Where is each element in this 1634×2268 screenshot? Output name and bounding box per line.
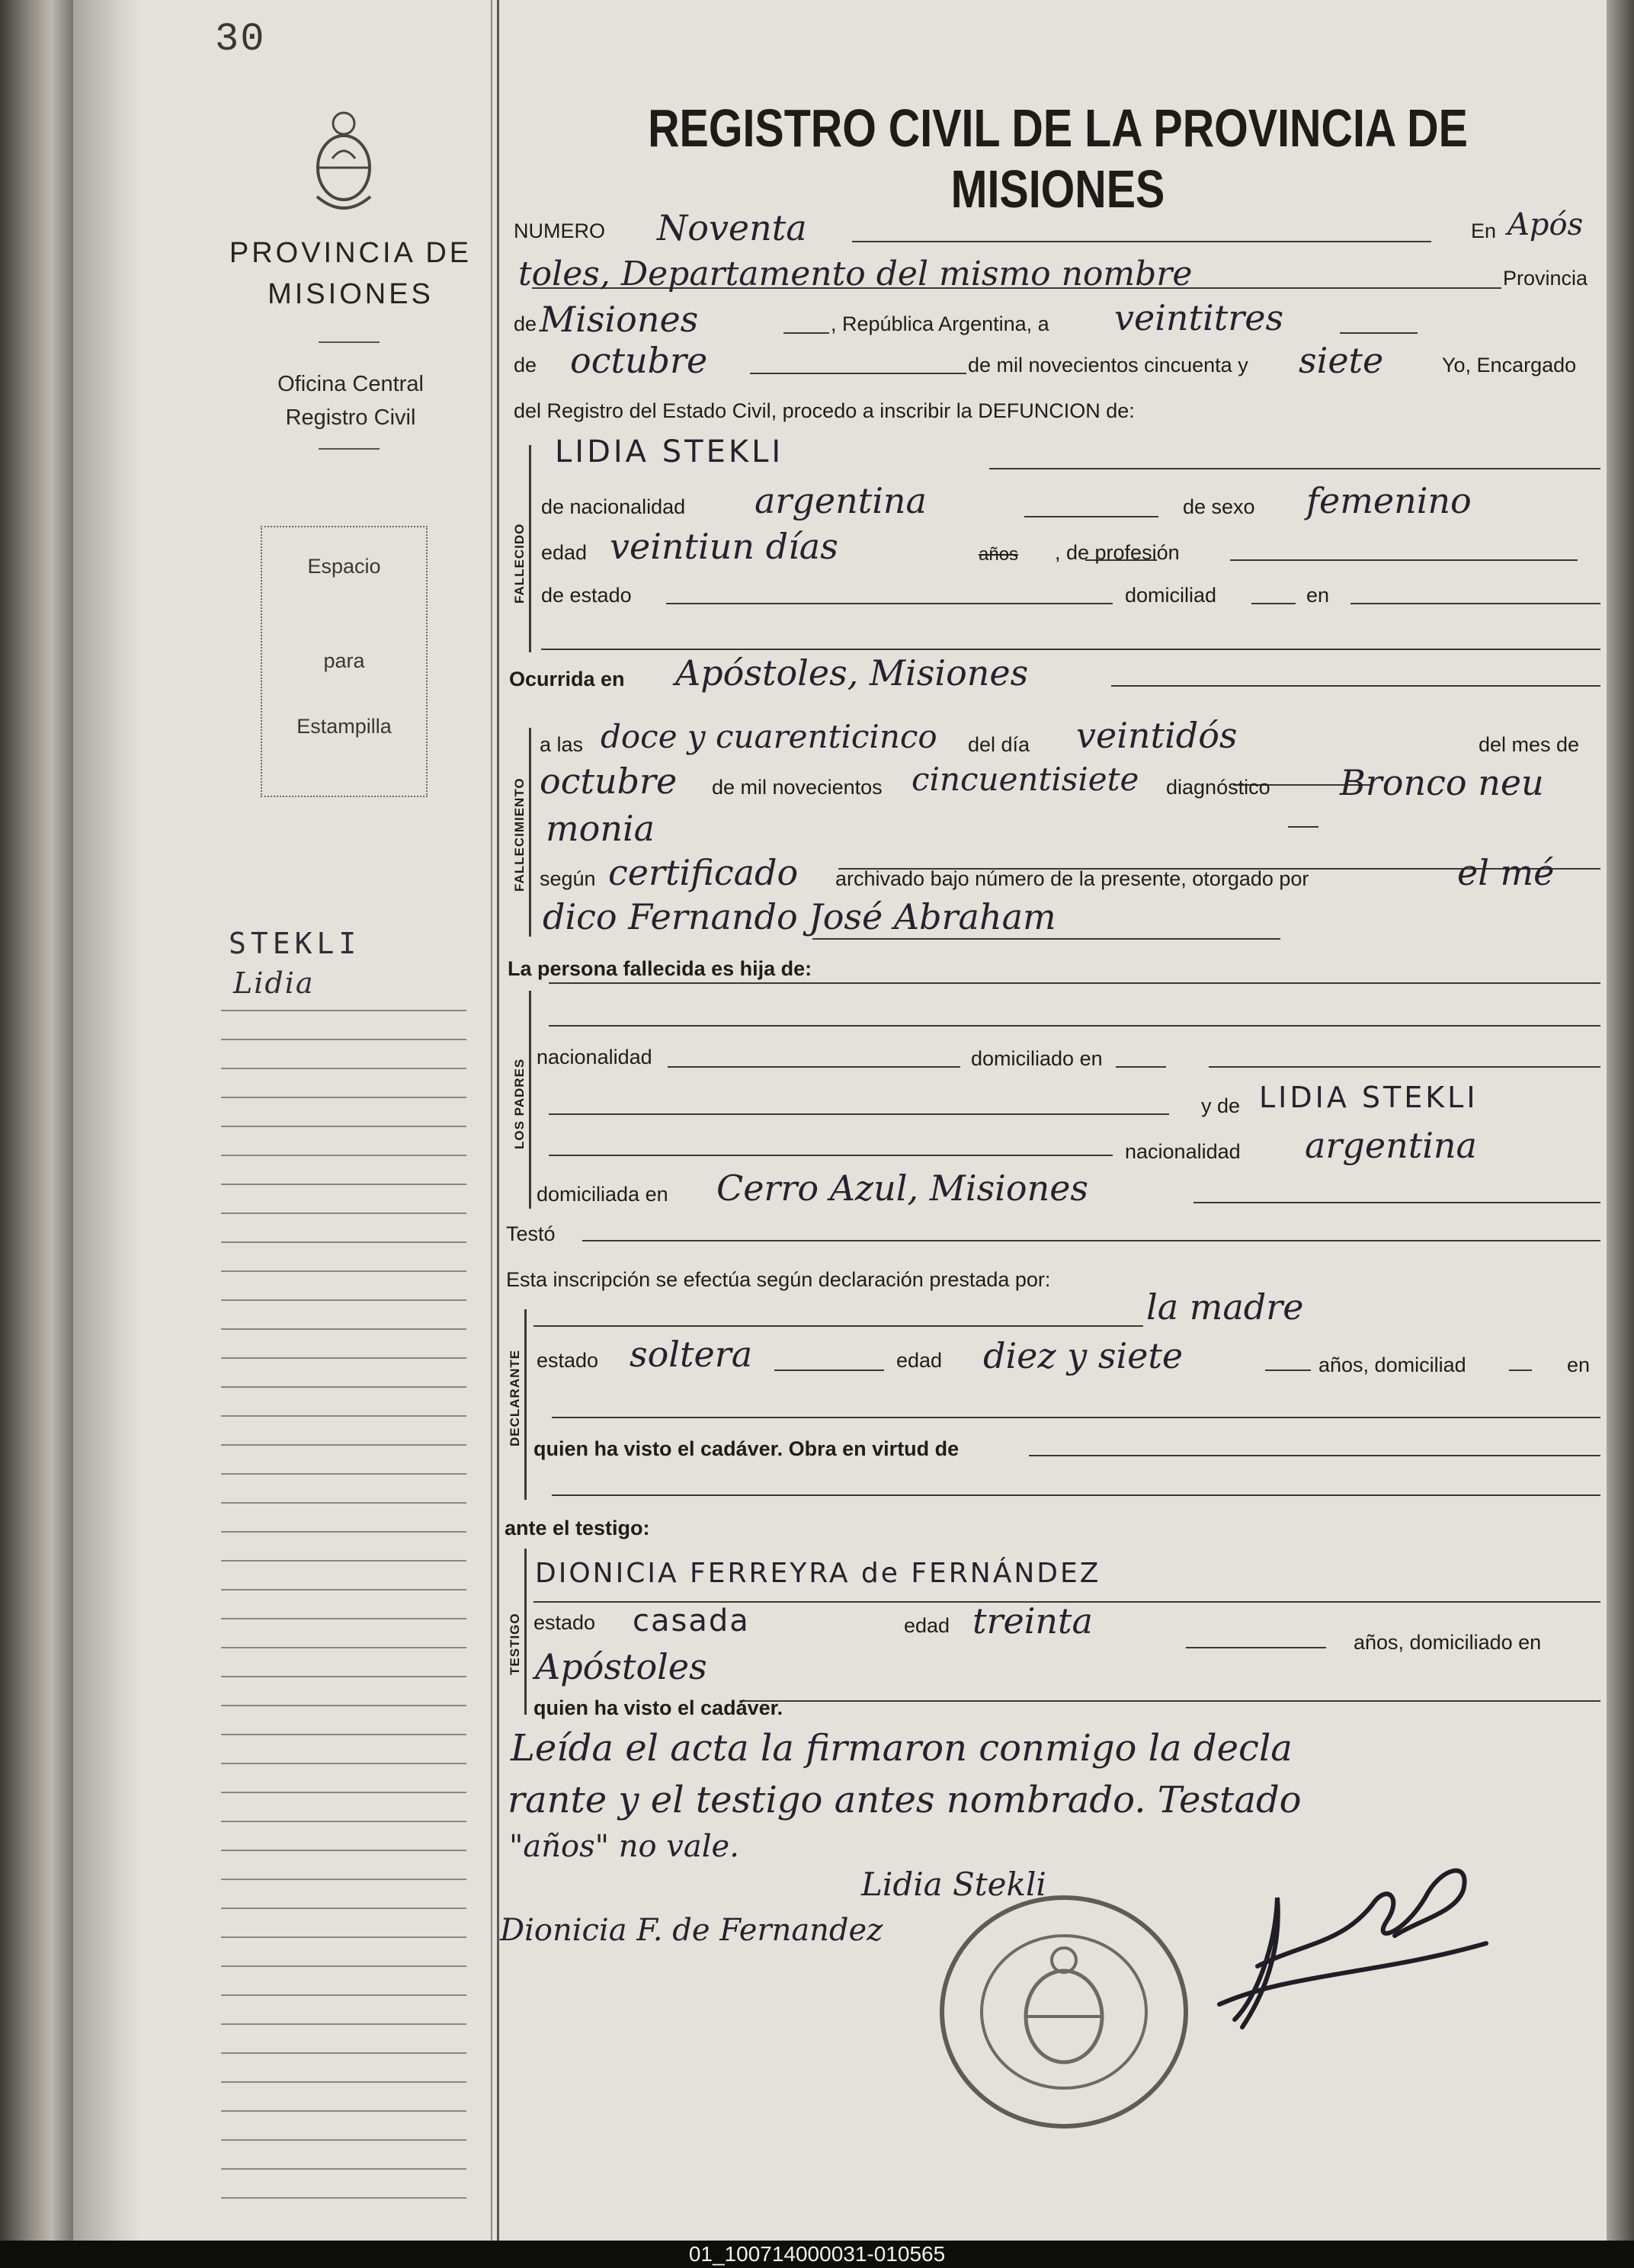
del-dia-label: del día [968,733,1030,756]
hw-estado-testigo: casada [633,1603,750,1639]
edad-testigo-label: edad [904,1614,950,1637]
numero-label: NUMERO [514,219,605,242]
en-label-3: en [1567,1353,1591,1376]
hw-anio: siete [1299,340,1384,381]
page-number: 30 [215,17,266,62]
hw-numero: Noventa [657,207,807,248]
hw-provincia: Misiones [540,299,699,340]
hw-nota-1: Leída el acta la firmaron conmigo la decla [511,1727,1293,1770]
cadaver-label: quien ha visto el cadáver. [533,1696,783,1719]
hw-segun: certificado [608,852,799,893]
en-label: En [1471,219,1497,242]
side-label-declarante: DECLARANTE [508,1349,522,1446]
provincia-label: Provincia [1503,267,1588,290]
nacionalidad-label: de nacionalidad [541,495,686,518]
ocurrida-label: Ocurrida en [509,668,625,690]
hw-nacionalidad: argentina [755,480,927,521]
hw-edad-declarante: diez y siete [983,1335,1184,1376]
de-label-2: de [514,354,537,376]
nacionalidad-madre-label: nacionalidad [1125,1140,1241,1163]
registro-text: del Registro del Estado Civil, procedo a inscribir la DEFUNCION de: [514,399,1135,422]
hw-nota-2: rante y el testigo antes nombrado. Testado [508,1779,1302,1821]
hw-madre: LIDIA STEKLI [1259,1081,1479,1114]
domiciliado-label: domiciliado en [971,1047,1103,1070]
page-title: REGISTRO CIVIL DE LA PROVINCIA DE MISIONES [648,98,1468,219]
margin-surname: STEKLI [229,927,361,960]
hw-hora: doce y cuarenticinco [601,718,937,755]
hw-en-2: toles, Departamento del mismo nombre [518,255,1193,293]
profesion-label: , de profesión [1055,541,1180,564]
hw-edad: veintiun días [610,526,838,567]
signature-declarante: Lidia Stekli [861,1866,1046,1903]
del-mes-label: del mes de [1479,733,1580,756]
hw-estado-declarante: soltera [630,1334,753,1375]
estado-declarante-label: estado [537,1349,599,1372]
a-las-label: a las [540,733,584,756]
de-mil-label: de mil novecientos cincuenta y [968,354,1248,376]
hw-sexo: femenino [1306,480,1472,521]
hija-label: La persona fallecida es hija de: [508,957,812,980]
official-seal-icon [927,1882,1201,2141]
cadaver-obra-label: quien ha visto el cadáver. Obra en virtud de [533,1437,960,1460]
anos-domic-testigo-label: años, domiciliado en [1354,1631,1542,1654]
hw-diagnostico-1: Bronco neu [1340,762,1544,803]
de-mil-nov-label: de mil novecientos [712,776,883,799]
hw-domicilio-madre: Cerro Azul, Misiones [716,1168,1089,1209]
yo-label: Yo, Encargado [1442,354,1577,376]
domiciliada-label: domiciliada en [537,1183,668,1206]
hw-dia: veintidós [1076,715,1238,756]
anos-struck: años [979,544,1019,565]
hw-nota-3: "años" no vale. [509,1829,739,1864]
margin-given-name: Lidia [233,966,315,1000]
hw-diagnostico-2: monia [546,808,655,849]
hw-domicilio-testigo: Apóstoles [535,1646,707,1687]
province-heading: PROVINCIA DE MISIONES [229,237,473,310]
hw-fecha-dia: veintitres [1114,297,1284,338]
anos-domic-label: años, domiciliad [1318,1353,1466,1376]
side-label-fallecido: FALLECIDO [512,523,527,604]
office-name: Oficina Central Registro Civil [277,372,424,430]
edad-declarante-label: edad [896,1349,943,1372]
inscripcion-text: Esta inscripción se efectúa según declaración prestada por: [506,1268,1051,1291]
official-signature [1212,1852,1501,2050]
signature-testigo: Dionicia F. de Fernandez [500,1913,883,1948]
nacionalidad-padre-label: nacionalidad [537,1046,652,1068]
hw-testigo-nombre: DIONICIA FERREYRA de FERNÁNDEZ [535,1558,1101,1589]
hw-mes: octubre [540,761,678,802]
hw-nombre: LIDIA STEKLI [555,434,784,469]
diagnostico-label: diagnóstico [1166,776,1270,799]
segun-label: según [540,867,596,890]
hw-anio-2: cincuentisiete [912,761,1139,798]
side-label-padres: LOS PADRES [512,1058,527,1149]
testo-label: Testó [506,1222,556,1245]
hw-en-1: Após [1507,207,1584,242]
republica-label: , República Argentina, a [831,312,1049,335]
testigo-label: ante el testigo: [505,1517,650,1539]
image-id-footer: 01_100714000031-010565 [0,2241,1634,2268]
hw-edad-testigo: treinta [972,1600,1093,1642]
stamp-box: Espacio para Estampilla [261,526,428,797]
sexo-label: de sexo [1183,495,1255,518]
estado-label: de estado [541,584,632,607]
edad-label: edad [541,541,588,564]
side-label-testigo: TESTIGO [508,1613,522,1675]
hw-nacionalidad-madre: argentina [1305,1125,1477,1166]
de-label: de [514,312,537,335]
hw-medico-2: dico Fernando José Abraham [543,896,1056,937]
hw-fecha-mes: octubre [570,340,708,381]
estado-testigo-label: estado [533,1611,596,1634]
side-label-fallecimiento: FALLECIMIENTO [512,777,527,892]
hw-declarante: la madre [1146,1286,1304,1328]
en-label-2: en [1306,584,1330,607]
hw-ocurrida: Apóstoles, Misiones [675,652,1029,694]
domiciliad-label: domiciliad [1125,584,1217,607]
hw-medico-1: el mé [1457,852,1555,893]
y-de-label: y de [1201,1094,1241,1117]
archivado-label: archivado bajo número de la presente, otorgado por [835,867,1309,890]
